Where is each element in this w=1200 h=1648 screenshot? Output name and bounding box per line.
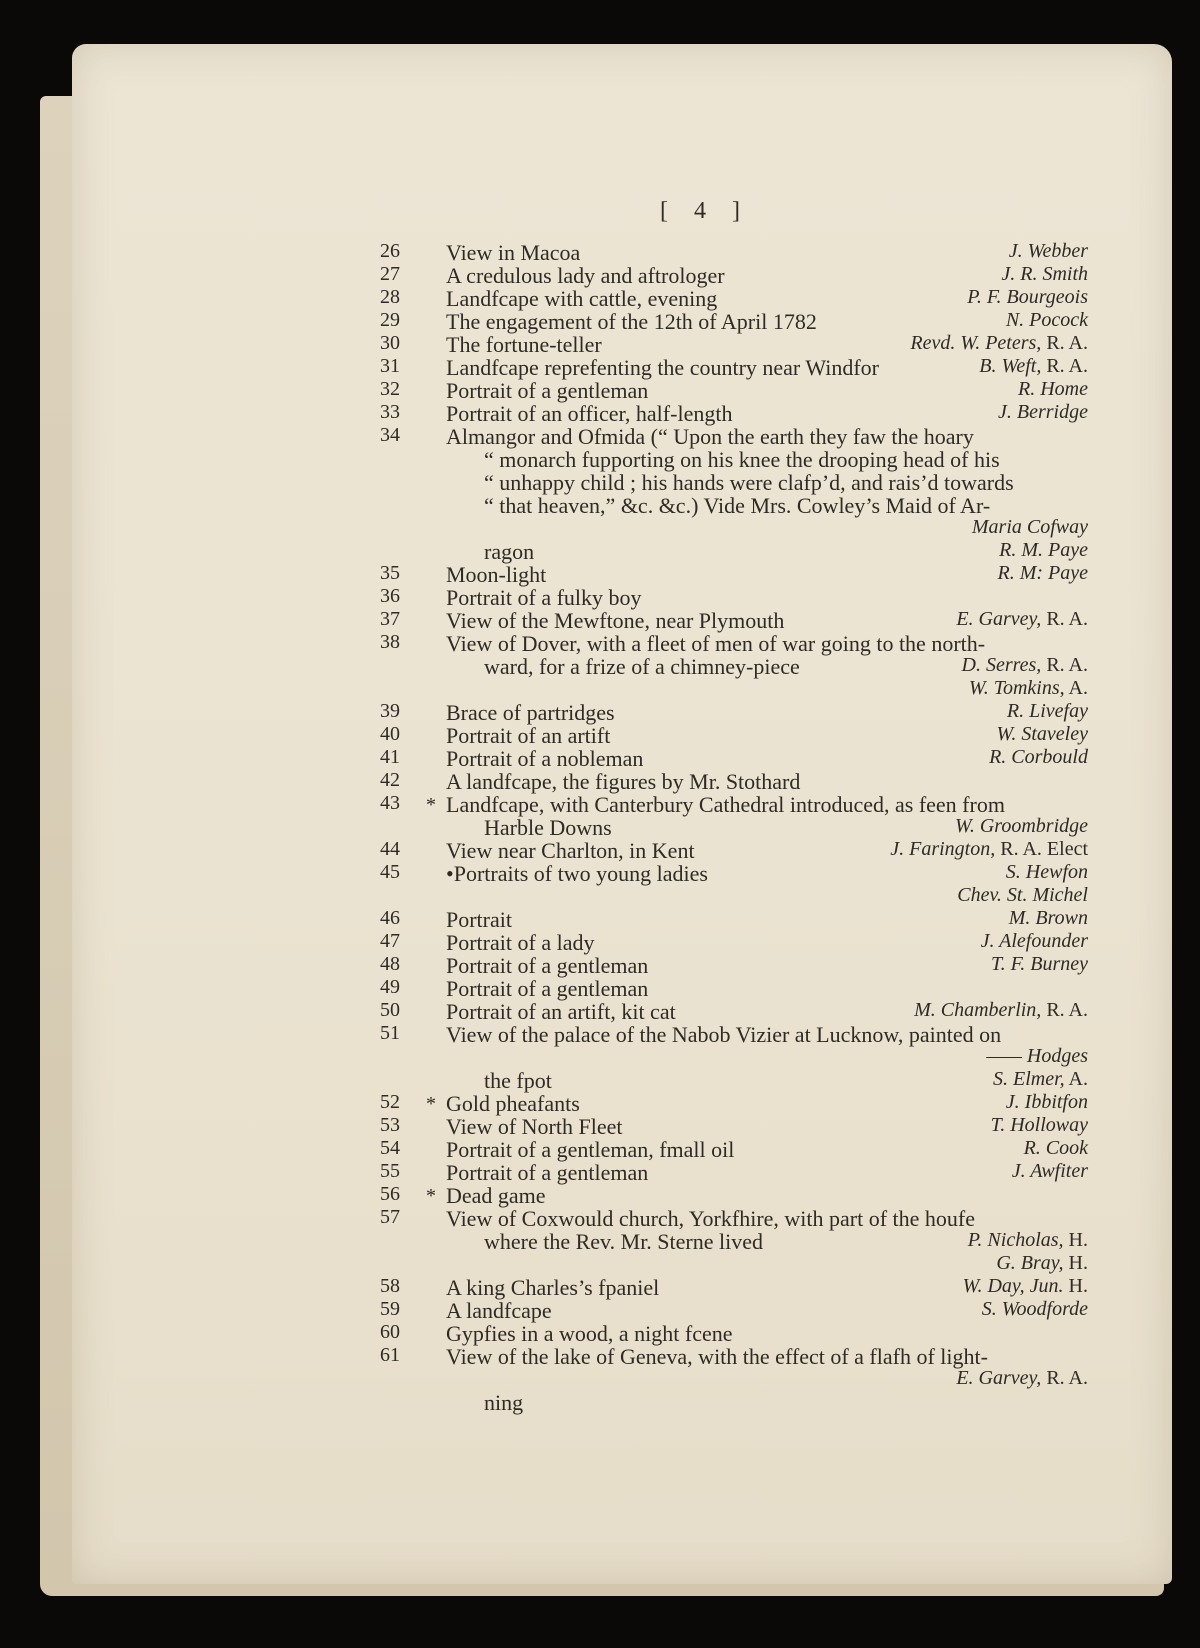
entry-artist xyxy=(828,562,1088,585)
artist-name: W. Staveley xyxy=(996,723,1088,745)
artist-rank: R. A. xyxy=(1041,355,1088,377)
artist-name: G. Bray, xyxy=(996,1252,1064,1274)
artist-name: R. Corbould xyxy=(989,746,1088,768)
artist-name: W. Day, Jun. xyxy=(962,1275,1064,1297)
entry-number: 49 xyxy=(380,976,400,998)
new-work-asterisk: * xyxy=(426,794,436,816)
catalogue-entry xyxy=(380,930,1088,954)
entry-title: View of the palace of the Nabob Vizier at Lucknow, painted on xyxy=(446,1022,1002,1047)
entry-title: Almangor and Ofmida (“ Upon the earth they faw the hoary xyxy=(446,424,974,449)
catalogue-entry xyxy=(380,516,1088,540)
page-number: [ 4 ] xyxy=(660,198,750,224)
entry-artist xyxy=(828,838,1088,861)
catalogue-entry xyxy=(380,562,1088,586)
entry-title: Harble Downs xyxy=(484,815,612,840)
entry-artist xyxy=(828,700,1088,723)
artist-rank: R. A. Elect xyxy=(995,838,1088,860)
entry-number: 33 xyxy=(380,401,400,423)
new-work-asterisk: * xyxy=(426,1185,436,1207)
entry-number: 61 xyxy=(380,1344,400,1366)
entry-artist xyxy=(828,953,1088,976)
entry-number: 54 xyxy=(380,1137,400,1159)
entry-title: ragon xyxy=(484,539,535,564)
catalogue-entry xyxy=(380,585,1088,609)
entry-title: ward, for a frize of a chimney-piece xyxy=(484,654,800,679)
entry-artist xyxy=(828,1114,1088,1137)
entry-artist xyxy=(828,355,1088,378)
entry-number: 34 xyxy=(380,424,400,446)
artist-name: N. Pocock xyxy=(1005,309,1088,331)
entry-number: 29 xyxy=(380,309,400,331)
entry-number: 42 xyxy=(380,769,400,791)
entry-title: View near Charlton, in Kent xyxy=(446,838,695,863)
catalogue-entry xyxy=(380,1344,1088,1368)
entry-artist xyxy=(828,401,1088,424)
entry-artist xyxy=(828,286,1088,309)
entry-artist xyxy=(828,677,1088,700)
entry-title: Portrait of an officer, half-length xyxy=(446,401,733,426)
entry-number: 51 xyxy=(380,1022,400,1044)
entry-title: View of the Mewftone, near Plymouth xyxy=(446,608,785,633)
catalogue-entry xyxy=(380,1206,1088,1230)
catalogue-entry xyxy=(380,263,1088,287)
entry-artist xyxy=(828,654,1088,677)
entry-artist xyxy=(828,516,1088,539)
catalogue-entry xyxy=(380,1321,1088,1345)
entry-title: View of Dover, with a fleet of men of war going to the north- xyxy=(446,631,986,656)
entry-number: 36 xyxy=(380,585,400,607)
artist-name: W. Tomkins, xyxy=(968,677,1065,699)
catalogue-entry xyxy=(380,953,1088,977)
artist-name: E. Garvey, xyxy=(956,1367,1042,1389)
artist-name: R. Livefay xyxy=(1006,700,1088,722)
artist-name: D. Serres, xyxy=(961,654,1042,676)
entry-number: 28 xyxy=(380,286,400,308)
entry-title: the fpot xyxy=(484,1068,552,1093)
artist-name: S. Woodforde xyxy=(981,1298,1088,1320)
entry-artist xyxy=(828,332,1088,355)
entry-number: 52 xyxy=(380,1091,400,1113)
entry-title: Portrait of a nobleman xyxy=(446,746,644,771)
artist-rank: R. A. xyxy=(1041,654,1088,676)
artist-name: J. R. Smith xyxy=(1001,263,1088,285)
entry-number: 41 xyxy=(380,746,400,768)
catalogue-entry xyxy=(380,1045,1088,1069)
entry-artist xyxy=(828,1367,1088,1390)
artist-name: M. Chamberlin, xyxy=(914,999,1042,1021)
entry-artist xyxy=(828,309,1088,332)
entry-number: 50 xyxy=(380,999,400,1021)
entry-title: Portrait of a gentleman, fmall oil xyxy=(446,1137,735,1162)
entry-title: View in Macoa xyxy=(446,240,581,265)
entry-title: The fortune-teller xyxy=(446,332,602,357)
artist-rank: H. xyxy=(1063,1229,1088,1251)
entry-number: 37 xyxy=(380,608,400,630)
artist-name: W. Groombridge xyxy=(955,815,1088,837)
entry-title: A king Charles’s fpaniel xyxy=(446,1275,660,1300)
catalogue-entry xyxy=(380,677,1088,701)
artist-name: J. Ibbitfon xyxy=(1005,1091,1088,1113)
catalogue-entry xyxy=(380,884,1088,908)
entry-number: 56 xyxy=(380,1183,400,1205)
catalogue-entry xyxy=(380,240,1088,264)
catalogue-entry xyxy=(380,309,1088,333)
catalogue-entry xyxy=(380,976,1088,1000)
entry-artist xyxy=(828,1137,1088,1160)
entry-number: 26 xyxy=(380,240,400,262)
artist-name: M. Brown xyxy=(1008,907,1088,929)
entry-artist xyxy=(828,815,1088,838)
catalogue-entry xyxy=(380,286,1088,310)
entry-artist xyxy=(828,1091,1088,1114)
artist-name: R. M: Paye xyxy=(997,562,1088,584)
catalogue-entry xyxy=(380,700,1088,724)
catalogue-entry xyxy=(380,608,1088,632)
artist-rank: A. xyxy=(1064,1068,1088,1090)
artist-name: R. Home xyxy=(1018,378,1088,400)
artist-rank: H. xyxy=(1063,1275,1088,1297)
artist-rank: A. xyxy=(1064,677,1088,699)
catalogue-entry xyxy=(380,999,1088,1023)
artist-rank: R. A. xyxy=(1041,608,1088,630)
entry-number: 30 xyxy=(380,332,400,354)
entry-title: •Portraits of two young ladies xyxy=(446,861,708,886)
entry-number: 38 xyxy=(380,631,400,653)
catalogue-entry xyxy=(380,631,1088,655)
artist-name: B. Weft, xyxy=(979,355,1042,377)
entry-title: The engagement of the 12th of April 1782 xyxy=(446,309,817,334)
entry-artist xyxy=(828,608,1088,631)
entry-artist xyxy=(828,1298,1088,1321)
catalogue-entry xyxy=(380,838,1088,862)
catalogue-entry xyxy=(380,723,1088,747)
catalogue-entry xyxy=(380,1183,1088,1207)
artist-rank: H. xyxy=(1063,1252,1088,1274)
entry-artist xyxy=(828,930,1088,953)
entry-title: Dead game xyxy=(446,1183,546,1208)
catalogue-entry xyxy=(380,332,1088,356)
entry-artist xyxy=(828,378,1088,401)
entry-number: 60 xyxy=(380,1321,400,1343)
catalogue-entry xyxy=(380,1160,1088,1184)
entry-title: A credulous lady and aftrologer xyxy=(446,263,725,288)
catalogue-entry xyxy=(380,1252,1088,1276)
catalogue-entry xyxy=(380,1137,1088,1161)
artist-name: —— Hodges xyxy=(986,1045,1088,1067)
entry-title: “ that heaven,” &c. &c.) Vide Mrs. Cowley’s Maid of Ar- xyxy=(484,493,991,518)
entry-artist xyxy=(828,1160,1088,1183)
artist-rank: R. A. xyxy=(1041,332,1088,354)
entry-title: View of Coxwould church, Yorkfhire, with part of the houfe xyxy=(446,1206,976,1231)
catalogue-entry xyxy=(380,1367,1088,1391)
entry-title: Moon-light xyxy=(446,562,547,587)
entry-number: 46 xyxy=(380,907,400,929)
catalogue-entry xyxy=(380,746,1088,770)
catalogue-entry xyxy=(380,1390,1088,1414)
entry-artist xyxy=(828,1045,1088,1068)
entry-artist xyxy=(828,240,1088,263)
entry-number: 31 xyxy=(380,355,400,377)
entry-artist xyxy=(828,1229,1088,1252)
entry-number: 40 xyxy=(380,723,400,745)
catalogue-entry xyxy=(380,815,1088,839)
artist-name: T. F. Burney xyxy=(990,953,1088,975)
artist-name: R. Cook xyxy=(1023,1137,1088,1159)
catalogue-entry xyxy=(380,1275,1088,1299)
entry-title: Portrait of a lady xyxy=(446,930,595,955)
catalogue-entry xyxy=(380,861,1088,885)
artist-name: S. Elmer, xyxy=(992,1068,1065,1090)
catalogue-entry xyxy=(380,424,1088,448)
catalogue-entry xyxy=(380,355,1088,379)
entry-number: 32 xyxy=(380,378,400,400)
entry-title: Gold pheafants xyxy=(446,1091,580,1116)
entry-title: Portrait xyxy=(446,907,512,932)
entry-artist xyxy=(828,263,1088,286)
entry-number: 39 xyxy=(380,700,400,722)
artist-name: E. Garvey, xyxy=(956,608,1042,630)
entry-artist xyxy=(828,907,1088,930)
entry-title: View of North Fleet xyxy=(446,1114,623,1139)
artist-name: J. Awfiter xyxy=(1011,1160,1088,1182)
artist-name: Chev. St. Michel xyxy=(957,884,1088,906)
entry-number: 48 xyxy=(380,953,400,975)
catalogue-entry xyxy=(380,1229,1088,1253)
entry-title: Portrait of a gentleman xyxy=(446,1160,649,1185)
entry-number: 44 xyxy=(380,838,400,860)
entry-number: 35 xyxy=(380,562,400,584)
entry-title: “ monarch fupporting on his knee the drooping head of his xyxy=(484,447,1000,472)
catalogue-entry xyxy=(380,792,1088,816)
entry-number: 58 xyxy=(380,1275,400,1297)
entry-title: Gypfies in a wood, a night fcene xyxy=(446,1321,733,1346)
artist-name: T. Holloway xyxy=(990,1114,1088,1136)
artist-name: J. Webber xyxy=(1008,240,1088,262)
entry-artist xyxy=(828,539,1088,562)
catalogue-entry xyxy=(380,1068,1088,1092)
catalogue-entry xyxy=(380,447,1088,471)
artist-name: Maria Cofway xyxy=(971,516,1088,538)
entry-title: “ unhappy child ; his hands were clafp’d, and rais’d towards xyxy=(484,470,1014,495)
entry-number: 59 xyxy=(380,1298,400,1320)
artist-name: S. Hewfon xyxy=(1005,861,1088,883)
artist-name: Revd. W. Peters, xyxy=(910,332,1042,354)
catalogue-entry xyxy=(380,769,1088,793)
entry-number: 57 xyxy=(380,1206,400,1228)
entry-title: Brace of partridges xyxy=(446,700,615,725)
entry-artist xyxy=(828,723,1088,746)
catalogue-entry xyxy=(380,1114,1088,1138)
entry-title: Portrait of a fulky boy xyxy=(446,585,642,610)
entry-title: where the Rev. Mr. Sterne lived xyxy=(484,1229,763,1254)
artist-name: J. Farington, xyxy=(890,838,996,860)
entry-artist xyxy=(828,1275,1088,1298)
entry-artist xyxy=(828,861,1088,884)
catalogue-entry xyxy=(380,654,1088,678)
artist-name: P. F. Bourgeois xyxy=(967,286,1088,308)
entry-title: Landfcape, with Canterbury Cathedral introduced, as feen from xyxy=(446,792,1005,817)
entry-artist xyxy=(828,1252,1088,1275)
entry-title: Portrait of a gentleman xyxy=(446,976,649,1001)
catalogue-entry xyxy=(380,1022,1088,1046)
catalogue-entry xyxy=(380,401,1088,425)
entry-title: Landfcape reprefenting the country near Windfor xyxy=(446,355,880,380)
catalogue-entry xyxy=(380,470,1088,494)
artist-name: J. Berridge xyxy=(998,401,1088,423)
entry-number: 53 xyxy=(380,1114,400,1136)
catalogue-entry xyxy=(380,1298,1088,1322)
artist-rank: R. A. xyxy=(1041,1367,1088,1389)
entry-title: A landfcape, the figures by Mr. Stothard xyxy=(446,769,801,794)
artist-name: R. M. Paye xyxy=(999,539,1088,561)
entry-title: Portrait of a gentleman xyxy=(446,953,649,978)
entry-title: ning xyxy=(484,1390,524,1415)
entry-artist xyxy=(828,746,1088,769)
catalogue-entry xyxy=(380,539,1088,563)
artist-rank: R. A. xyxy=(1041,999,1088,1021)
entry-number: 43 xyxy=(380,792,400,814)
entry-number: 47 xyxy=(380,930,400,952)
catalogue-entry xyxy=(380,907,1088,931)
catalogue-entry xyxy=(380,1091,1088,1115)
entry-number: 55 xyxy=(380,1160,400,1182)
entry-artist xyxy=(828,884,1088,907)
entry-artist xyxy=(828,1068,1088,1091)
entry-number: 27 xyxy=(380,263,400,285)
artist-name: P. Nicholas, xyxy=(967,1229,1064,1251)
entry-number: 45 xyxy=(380,861,400,883)
entry-title: Portrait of a gentleman xyxy=(446,378,649,403)
entry-title: View of the lake of Geneva, with the effect of a flafh of light- xyxy=(446,1344,988,1369)
entry-artist xyxy=(828,999,1088,1022)
entry-title: A landfcape xyxy=(446,1298,552,1323)
catalogue-entry xyxy=(380,493,1088,517)
entry-title: Portrait of an artift, kit cat xyxy=(446,999,676,1024)
catalogue-entry xyxy=(380,378,1088,402)
entry-title: Landfcape with cattle, evening xyxy=(446,286,718,311)
new-work-asterisk: * xyxy=(426,1093,436,1115)
artist-name: J. Alefounder xyxy=(980,930,1088,952)
entry-title: Portrait of an artift xyxy=(446,723,611,748)
